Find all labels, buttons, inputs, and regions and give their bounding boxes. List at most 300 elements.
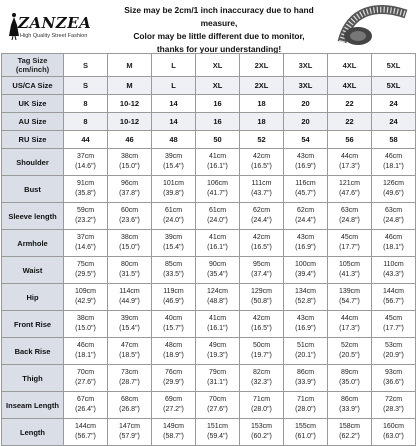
inch-value: (35.4"): [207, 271, 228, 278]
cm-value: 110cm: [383, 261, 404, 268]
inch-value: (33.9"): [295, 379, 316, 386]
measurement-cell: [196, 257, 240, 284]
measurement-cell: [328, 257, 372, 284]
measurement-cell: [152, 203, 196, 230]
row-label: Inseam Length: [2, 392, 64, 419]
row-label: UK Size: [2, 95, 64, 113]
notice-line: Size may be 2cm/1 inch inaccuracy due to hand measure,: [124, 5, 314, 28]
measurement-cell: [240, 338, 284, 365]
cm-value: 48cm: [164, 342, 183, 349]
measurement-row: [2, 392, 416, 419]
size-value-cell: 8: [64, 95, 108, 113]
row-label: Thigh: [2, 365, 64, 392]
measurement-cell: [108, 176, 152, 203]
inch-value: (17.3"): [339, 163, 360, 170]
inch-value: (29.9"): [163, 379, 184, 386]
inch-value: (28.0"): [295, 406, 316, 413]
brand-tagline: High Quality Street Fashion: [20, 33, 88, 39]
measurement-cell: [64, 230, 108, 257]
measurement-cell: [152, 311, 196, 338]
row-label: AU Size: [2, 113, 64, 131]
inch-value: (46.9"): [163, 298, 184, 305]
cm-value: 43cm: [296, 234, 315, 241]
inch-value: (31.5"): [119, 271, 140, 278]
cm-value: 63cm: [384, 207, 403, 214]
cm-value: 89cm: [340, 369, 359, 376]
tag-size-header: Tag Size (cm/inch): [2, 54, 64, 77]
cm-value: 38cm: [120, 153, 139, 160]
inch-value: (49.6"): [383, 190, 404, 197]
measurement-cell: [372, 311, 416, 338]
row-label: Back Rise: [2, 338, 64, 365]
measurement-notice: [106, 4, 332, 56]
inch-value: (58.7"): [163, 433, 184, 440]
size-value-cell: 18: [240, 113, 284, 131]
cm-value: 80cm: [120, 261, 139, 268]
measurement-cell: [328, 338, 372, 365]
measurement-row: [2, 311, 416, 338]
cm-value: 38cm: [120, 234, 139, 241]
measurement-rows: [2, 149, 416, 446]
row-label: Bust: [2, 176, 64, 203]
cm-value: 41cm: [208, 234, 227, 241]
measurement-cell: [372, 149, 416, 176]
measurement-cell: [284, 230, 328, 257]
size-col-header: 5XL: [372, 54, 416, 77]
size-value-cell: S: [64, 77, 108, 95]
measurement-cell: [64, 176, 108, 203]
cm-value: 45cm: [384, 315, 403, 322]
inch-value: (56.7"): [383, 298, 404, 305]
cm-value: 116cm: [295, 180, 316, 187]
cm-value: 96cm: [120, 180, 139, 187]
cm-value: 50cm: [252, 342, 271, 349]
inch-value: (16.1"): [207, 244, 228, 251]
measurement-cell: [196, 365, 240, 392]
row-label: Hip: [2, 284, 64, 311]
measurement-cell: [240, 419, 284, 446]
measurement-cell: [328, 203, 372, 230]
cm-value: 67cm: [76, 396, 95, 403]
inch-value: (28.3"): [383, 406, 404, 413]
cm-value: 70cm: [76, 369, 95, 376]
inch-value: (26.8"): [119, 406, 140, 413]
cm-value: 149cm: [162, 423, 184, 430]
notice-line: thanks for your understanding!: [156, 44, 282, 54]
size-col-header: XL: [196, 54, 240, 77]
size-col-header: 4XL: [328, 54, 372, 77]
size-conversion-rows: [2, 77, 416, 149]
cm-value: 139cm: [338, 288, 360, 295]
inch-value: (36.6"): [383, 379, 404, 386]
inch-value: (20.5"): [339, 352, 360, 359]
measurement-cell: [64, 284, 108, 311]
size-header-row: [2, 54, 416, 77]
inch-value: (26.4"): [75, 406, 96, 413]
size-value-cell: 10-12: [108, 113, 152, 131]
measurement-cell: [196, 338, 240, 365]
inch-value: (35.0"): [339, 379, 360, 386]
measurement-cell: [64, 257, 108, 284]
cm-value: 45cm: [340, 234, 359, 241]
measurement-cell: [284, 419, 328, 446]
cm-value: 72cm: [384, 396, 403, 403]
size-value-cell: 46: [108, 131, 152, 149]
cm-value: 121cm: [338, 180, 360, 187]
size-value-cell: 24: [372, 113, 416, 131]
cm-value: 100cm: [294, 261, 316, 268]
measurement-cell: [372, 284, 416, 311]
measurement-cell: [108, 149, 152, 176]
cm-value: 41cm: [208, 153, 227, 160]
measurement-cell: [196, 284, 240, 311]
inch-value: (28.0"): [251, 406, 272, 413]
measurement-cell: [284, 257, 328, 284]
size-conversion-row: [2, 77, 416, 95]
measurement-row: [2, 230, 416, 257]
size-conversion-row: [2, 95, 416, 113]
measurement-cell: [284, 284, 328, 311]
row-label: Shoulder: [2, 149, 64, 176]
size-value-cell: 5XL: [372, 77, 416, 95]
size-col-header: 3XL: [284, 54, 328, 77]
measurement-row: [2, 284, 416, 311]
inch-value: (27.6"): [207, 406, 228, 413]
measurement-cell: [108, 392, 152, 419]
inch-value: (24.0"): [163, 217, 184, 224]
measurement-cell: [64, 419, 108, 446]
measurement-row: [2, 338, 416, 365]
measurement-cell: [284, 149, 328, 176]
size-value-cell: 16: [196, 95, 240, 113]
size-value-cell: 52: [240, 131, 284, 149]
measurement-cell: [196, 419, 240, 446]
measurement-cell: [284, 338, 328, 365]
size-conversion-row: [2, 131, 416, 149]
measurement-cell: [328, 230, 372, 257]
inch-value: (43.7"): [251, 190, 272, 197]
measurement-row: [2, 365, 416, 392]
size-col-header: 2XL: [240, 54, 284, 77]
inch-value: (15.4"): [163, 163, 184, 170]
cm-value: 61cm: [164, 207, 183, 214]
row-label: US/CA Size: [2, 77, 64, 95]
cm-value: 61cm: [208, 207, 227, 214]
cm-value: 40cm: [164, 315, 183, 322]
measurement-cell: [240, 311, 284, 338]
measurement-cell: [328, 284, 372, 311]
cm-value: 68cm: [120, 396, 139, 403]
inch-value: (18.1"): [383, 244, 404, 251]
size-table: [1, 53, 416, 446]
inch-value: (33.9"): [339, 406, 360, 413]
measurement-cell: [152, 365, 196, 392]
measurement-row: [2, 257, 416, 284]
size-value-cell: 24: [372, 95, 416, 113]
cm-value: 86cm: [296, 369, 315, 376]
inch-value: (28.7"): [119, 379, 140, 386]
inch-value: (19.7"): [251, 352, 272, 359]
measurement-cell: [152, 338, 196, 365]
inch-value: (61.0"): [295, 433, 316, 440]
measurement-cell: [64, 338, 108, 365]
cm-value: 71cm: [252, 396, 271, 403]
inch-value: (43.3"): [383, 271, 404, 278]
measurement-row: [2, 149, 416, 176]
inch-value: (52.8"): [295, 298, 316, 305]
cm-value: 60cm: [120, 207, 139, 214]
inch-value: (32.3"): [251, 379, 272, 386]
cm-value: 85cm: [164, 261, 183, 268]
measurement-cell: [372, 203, 416, 230]
cm-value: 75cm: [76, 261, 95, 268]
size-value-cell: 16: [196, 113, 240, 131]
inch-value: (23.6"): [119, 217, 140, 224]
inch-value: (54.7"): [339, 298, 360, 305]
cm-value: 49cm: [208, 342, 227, 349]
size-value-cell: 20: [284, 113, 328, 131]
measurement-cell: [372, 230, 416, 257]
cm-value: 52cm: [340, 342, 359, 349]
cm-value: 51cm: [296, 342, 315, 349]
measurement-cell: [240, 392, 284, 419]
size-col-header: S: [64, 54, 108, 77]
cm-value: 158cm: [338, 423, 360, 430]
row-label: Sleeve length: [2, 203, 64, 230]
inch-value: (24.0"): [207, 217, 228, 224]
cm-value: 42cm: [252, 153, 271, 160]
inch-value: (16.9"): [295, 244, 316, 251]
cm-value: 82cm: [252, 369, 271, 376]
cm-value: 95cm: [252, 261, 271, 268]
measurement-cell: [240, 257, 284, 284]
row-label: Armhole: [2, 230, 64, 257]
size-value-cell: M: [108, 77, 152, 95]
measurement-cell: [328, 311, 372, 338]
inch-value: (45.7"): [295, 190, 316, 197]
inch-value: (16.1"): [207, 163, 228, 170]
size-value-cell: 44: [64, 131, 108, 149]
measurement-cell: [64, 203, 108, 230]
measurement-cell: [108, 284, 152, 311]
cm-value: 39cm: [164, 153, 183, 160]
brand-name: ZANZEA: [18, 14, 92, 32]
inch-value: (27.2"): [163, 406, 184, 413]
size-value-cell: 22: [328, 95, 372, 113]
cm-value: 62cm: [296, 207, 315, 214]
inch-value: (41.3"): [339, 271, 360, 278]
inch-value: (41.7"): [207, 190, 228, 197]
inch-value: (18.1"): [383, 163, 404, 170]
inch-value: (39.4"): [295, 271, 316, 278]
inch-value: (20.9"): [383, 352, 404, 359]
cm-value: 73cm: [120, 369, 139, 376]
measurement-cell: [284, 392, 328, 419]
inch-value: (48.8"): [207, 298, 228, 305]
cm-value: 71cm: [296, 396, 315, 403]
inch-value: (17.3"): [339, 325, 360, 332]
measurement-cell: [284, 203, 328, 230]
cm-value: 63cm: [340, 207, 359, 214]
measurement-cell: [108, 365, 152, 392]
cm-value: 62cm: [252, 207, 271, 214]
measurement-cell: [152, 149, 196, 176]
size-value-cell: 4XL: [328, 77, 372, 95]
inch-value: (24.8"): [383, 217, 404, 224]
inch-value: (16.5"): [251, 325, 272, 332]
measurement-cell: [240, 284, 284, 311]
cm-value: 53cm: [384, 342, 403, 349]
inch-value: (27.6"): [75, 379, 96, 386]
cm-value: 43cm: [296, 315, 315, 322]
cm-value: 46cm: [384, 234, 403, 241]
inch-value: (18.1"): [75, 352, 96, 359]
measuring-tape-icon: [336, 2, 412, 50]
size-col-header: L: [152, 54, 196, 77]
row-label: Front Rise: [2, 311, 64, 338]
cm-value: 59cm: [76, 207, 95, 214]
cm-value: 105cm: [338, 261, 360, 268]
measurement-cell: [284, 176, 328, 203]
cm-value: 134cm: [294, 288, 316, 295]
inch-value: (24.4"): [251, 217, 272, 224]
measurement-cell: [372, 257, 416, 284]
measurement-cell: [240, 176, 284, 203]
cm-value: 86cm: [340, 396, 359, 403]
cm-value: 69cm: [164, 396, 183, 403]
measurement-cell: [152, 284, 196, 311]
cm-value: 47cm: [120, 342, 139, 349]
inch-value: (15.0"): [119, 244, 140, 251]
cm-value: 37cm: [76, 234, 95, 241]
cm-value: 144cm: [74, 423, 96, 430]
cm-value: 43cm: [296, 153, 315, 160]
inch-value: (24.8"): [339, 217, 360, 224]
measurement-cell: [64, 392, 108, 419]
size-value-cell: 54: [284, 131, 328, 149]
cm-value: 119cm: [163, 288, 184, 295]
size-value-cell: 14: [152, 113, 196, 131]
measurement-row: [2, 176, 416, 203]
inch-value: (37.4"): [251, 271, 272, 278]
measurement-cell: [328, 365, 372, 392]
inch-value: (31.1"): [207, 379, 228, 386]
inch-value: (37.8"): [119, 190, 140, 197]
size-value-cell: 58: [372, 131, 416, 149]
measurement-cell: [108, 419, 152, 446]
notice-line: Color may be little different due to monitor,: [133, 31, 305, 41]
inch-value: (15.0"): [75, 325, 96, 332]
cm-value: 153cm: [250, 423, 272, 430]
row-label: Waist: [2, 257, 64, 284]
cm-value: 151cm: [206, 423, 228, 430]
cm-value: 79cm: [208, 369, 227, 376]
measurement-cell: [152, 257, 196, 284]
inch-value: (47.6"): [339, 190, 360, 197]
cm-value: 37cm: [76, 153, 95, 160]
size-conversion-row: [2, 113, 416, 131]
measurement-cell: [240, 230, 284, 257]
measurement-cell: [108, 230, 152, 257]
measurement-cell: [328, 149, 372, 176]
size-value-cell: L: [152, 77, 196, 95]
cm-value: 70cm: [208, 396, 227, 403]
size-value-cell: 20: [284, 95, 328, 113]
measurement-cell: [152, 419, 196, 446]
size-value-cell: 3XL: [284, 77, 328, 95]
inch-value: (17.7"): [383, 325, 404, 332]
measurement-cell: [284, 311, 328, 338]
measurement-cell: [372, 176, 416, 203]
measurement-cell: [372, 338, 416, 365]
inch-value: (29.5"): [75, 271, 96, 278]
size-value-cell: 22: [328, 113, 372, 131]
cm-value: 155cm: [294, 423, 316, 430]
inch-value: (42.9"): [75, 298, 96, 305]
size-value-cell: 2XL: [240, 77, 284, 95]
measurement-cell: [196, 230, 240, 257]
measurement-cell: [372, 392, 416, 419]
cm-value: 76cm: [164, 369, 183, 376]
cm-value: 42cm: [252, 234, 271, 241]
cm-value: 38cm: [76, 315, 95, 322]
cm-value: 124cm: [206, 288, 228, 295]
row-label: Length: [2, 419, 64, 446]
measurement-cell: [64, 311, 108, 338]
inch-value: (19.3"): [207, 352, 228, 359]
measurement-cell: [196, 203, 240, 230]
measurement-cell: [372, 419, 416, 446]
measurement-row: [2, 203, 416, 230]
inch-value: (18.5"): [119, 352, 140, 359]
inch-value: (63.0"): [383, 433, 404, 440]
size-value-cell: 56: [328, 131, 372, 149]
size-col-header: M: [108, 54, 152, 77]
measurement-cell: [152, 230, 196, 257]
measurement-cell: [64, 365, 108, 392]
inch-value: (14.6"): [75, 163, 96, 170]
measurement-cell: [152, 392, 196, 419]
measurement-row: [2, 419, 416, 446]
inch-value: (15.4"): [119, 325, 140, 332]
cm-value: 129cm: [250, 288, 272, 295]
measurement-cell: [196, 311, 240, 338]
cm-value: 46cm: [76, 342, 95, 349]
cm-value: 93cm: [384, 369, 403, 376]
inch-value: (39.8"): [163, 190, 184, 197]
header: [0, 0, 416, 52]
row-label: RU Size: [2, 131, 64, 149]
measurement-cell: [372, 365, 416, 392]
inch-value: (15.4"): [163, 244, 184, 251]
cm-value: 144cm: [382, 288, 404, 295]
measurement-cell: [152, 176, 196, 203]
cm-value: 41cm: [208, 315, 227, 322]
inch-value: (17.7"): [339, 244, 360, 251]
inch-value: (16.9"): [295, 163, 316, 170]
inch-value: (14.6"): [75, 244, 96, 251]
measurement-cell: [108, 311, 152, 338]
cm-value: 39cm: [120, 315, 139, 322]
inch-value: (60.2"): [251, 433, 272, 440]
measurement-cell: [108, 338, 152, 365]
cm-value: 147cm: [118, 423, 140, 430]
inch-value: (59.4"): [207, 433, 228, 440]
inch-value: (18.9"): [163, 352, 184, 359]
size-value-cell: 48: [152, 131, 196, 149]
cm-value: 90cm: [208, 261, 227, 268]
inch-value: (15.0"): [119, 163, 140, 170]
